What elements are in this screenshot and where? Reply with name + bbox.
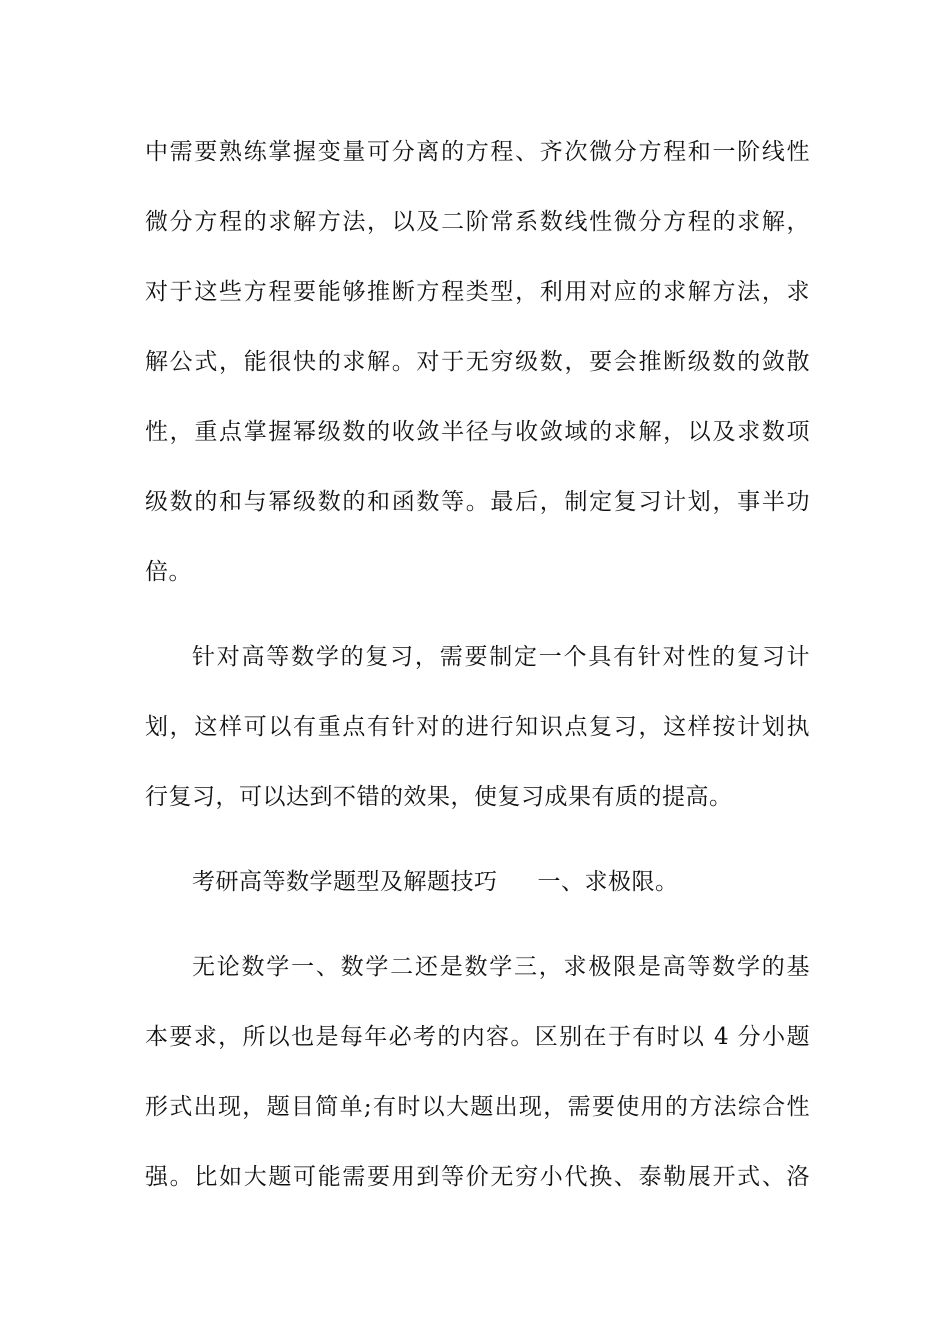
text-line-2: 微分方程的求解方法，以及二阶常系数线性微分方程的求解， <box>145 209 810 235</box>
text-line-9: 划，这样可以有重点有针对的进行知识点复习，这样按计划执 <box>145 714 810 740</box>
heading-title: 考研高等数学题型及解题技巧 <box>192 869 498 895</box>
text-line-4: 解公式，能很快的求解。对于无穷级数，要会推断级数的敛散 <box>145 349 810 375</box>
text-line-8: 针对高等数学的复习，需要制定一个具有针对性的复习计 <box>192 644 810 670</box>
text-line-6: 级数的和与幂级数的和函数等。最后，制定复习计划，事半功 <box>145 489 810 515</box>
text-line-5: 性，重点掌握幂级数的收敛半径与收敛域的求解，以及求数项 <box>145 419 810 445</box>
text-line-12: 本要求，所以也是每年必考的内容。区别在于有时以 4 分小题 <box>145 1024 810 1050</box>
text-line-14: 强。比如大题可能需要用到等价无穷小代换、泰勒展开式、洛 <box>145 1164 810 1190</box>
text-line-3: 对于这些方程要能够推断方程类型，利用对应的求解方法，求 <box>145 279 810 305</box>
heading-section: 一、求极限。 <box>537 869 679 895</box>
text-line-11: 无论数学一、数学二还是数学三，求极限是高等数学的基 <box>192 954 810 980</box>
section-heading <box>192 862 810 902</box>
text-line-7: 倍。 <box>145 559 192 585</box>
text-line-13: 形式出现，题目简单;有时以大题出现，需要使用的方法综合性 <box>145 1094 810 1120</box>
text-line-1: 中需要熟练掌握变量可分离的方程、齐次微分方程和一阶线性 <box>145 139 810 165</box>
text-line-10: 行复习，可以达到不错的效果，使复习成果有质的提高。 <box>145 784 733 810</box>
